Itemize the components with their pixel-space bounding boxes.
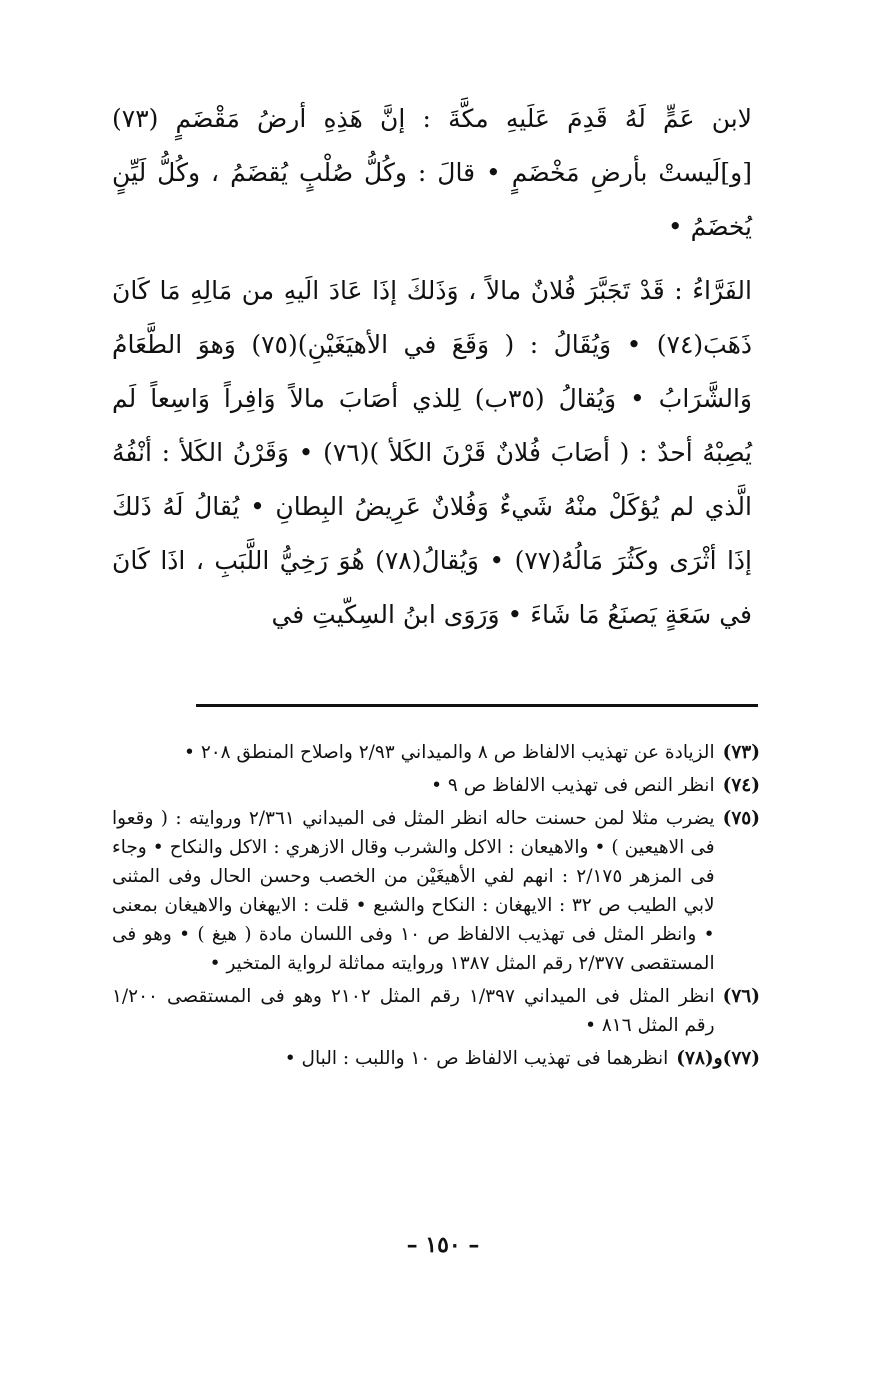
footnote-75 — [112, 804, 760, 978]
paragraph-2: الفَرَّاءُ : قَدْ تَجَبَّرَ فُلانٌ مالاً ، وَذَلكَ إذَا عَادَ الَيهِ من مَالِهِ مَا كَانَ ذَهَبَ(٧٤) • وَيُقَالُ : ( وَقَعَ في الأهيَغَيْنِ)(٧٥) وَهوَ الطَّعَامُ وَالشَّرَابُ • وَيُقالُ (٣٥ب) لِلذي أصَابَ مالاً وَافِراً وَاسِعاً لَم يُصِبْهُ أحدٌ : ( أصَابَ فُلانٌ قَرْنَ الكَلأ )(٧٦) • وَقَرْنُ الكَلأ : أنْفُهُ الَّذي لم يُؤكَلْ منْهُ شَيءٌ وَفُلانٌ عَرِيضُ البِطانِ • يُقالُ لَهُ ذَلكَ إذَا أثْرَى وكَثُرَ مَالُهُ(٧٧) • وَيُقالُ(٧٨) هُوَ رَخِيُّ اللَّبَبِ ، اذَا كَانَ في سَعَةٍ يَصنَعُ مَا شَاءَ • وَرَوَى ابنُ السِكّيتِ في — [112, 276, 753, 629]
footnote-text: انظرهما فى تهذيب الالفاظ ص ١٠ واللبب : البال • — [284, 1048, 669, 1069]
footnote-74 — [112, 771, 760, 800]
footnote-number: (٧٣) — [722, 742, 760, 763]
footnote-text: يضرب مثلا لمن حسنت حاله انظر المثل فى الميداني ٢/٣٦١ وروايته : ( وقعوا فى الاهيعين ) • والاهيعان : الاكل والشرب وقال الازهري : الاكل والنكاح • وجاء فى المزهر ٢/١٧٥ : انهم لفي الأهيغَيْن من الخصب وحسن الحال وفى المثنى لابي الطيب ص ٣٢ : الايهغان : النكاح والشبع • قلت : الايهغان والاهيغان بمعنى • وانظر المثل فى تهذيب الالفاظ ص ١٠ وفى اللسان مادة ( هيغ ) • وهو فى المستقصى ٢/٣٧٧ رقم المثل ١٣٨٧ وروايته مماثلة لرواية المتخير • — [112, 808, 715, 974]
footnote-number: (٧٦) — [722, 986, 760, 1007]
footnote-separator — [196, 704, 758, 707]
footnote-76 — [112, 982, 760, 1040]
footnotes — [112, 738, 760, 1077]
footnote-number: (٧٥) — [722, 808, 760, 829]
page-number: – ١٥٠ – — [406, 1232, 480, 1258]
footnote-text: انظر المثل فى الميداني ١/٣٩٧ رقم المثل ٢١٠٢ وهو فى المستقصى ١/٢٠٠ رقم المثل ٨١٦ • — [112, 986, 715, 1036]
main-text — [112, 92, 752, 642]
footnote-number: (٧٤) — [722, 775, 760, 796]
footnote-text: انظر النص فى تهذيب الالفاظ ص ٩ • — [431, 775, 715, 796]
footnote-73 — [112, 738, 760, 767]
footnote-77-78 — [112, 1044, 760, 1073]
footnote-text: الزيادة عن تهذيب الالفاظ ص ٨ والميداني ٢/٩٣ واصلاح المنطق ٢٠٨ • — [184, 742, 715, 763]
footnote-number: (٧٧)و(٧٨) — [676, 1048, 760, 1069]
paragraph-1: لابن عَمٍّ لَهُ قَدِمَ عَلَيهِ مكَّةَ : إنَّ هَذِهِ أرضُ مَقْضَمٍ (٧٣) [و]لَيستْ بأرضِ مَخْضَمٍ • قالَ : وكُلُّ صُلْبٍ يُقضَمُ ، وكُلُّ لَيِّنٍ يُخضَمُ • — [112, 104, 752, 241]
